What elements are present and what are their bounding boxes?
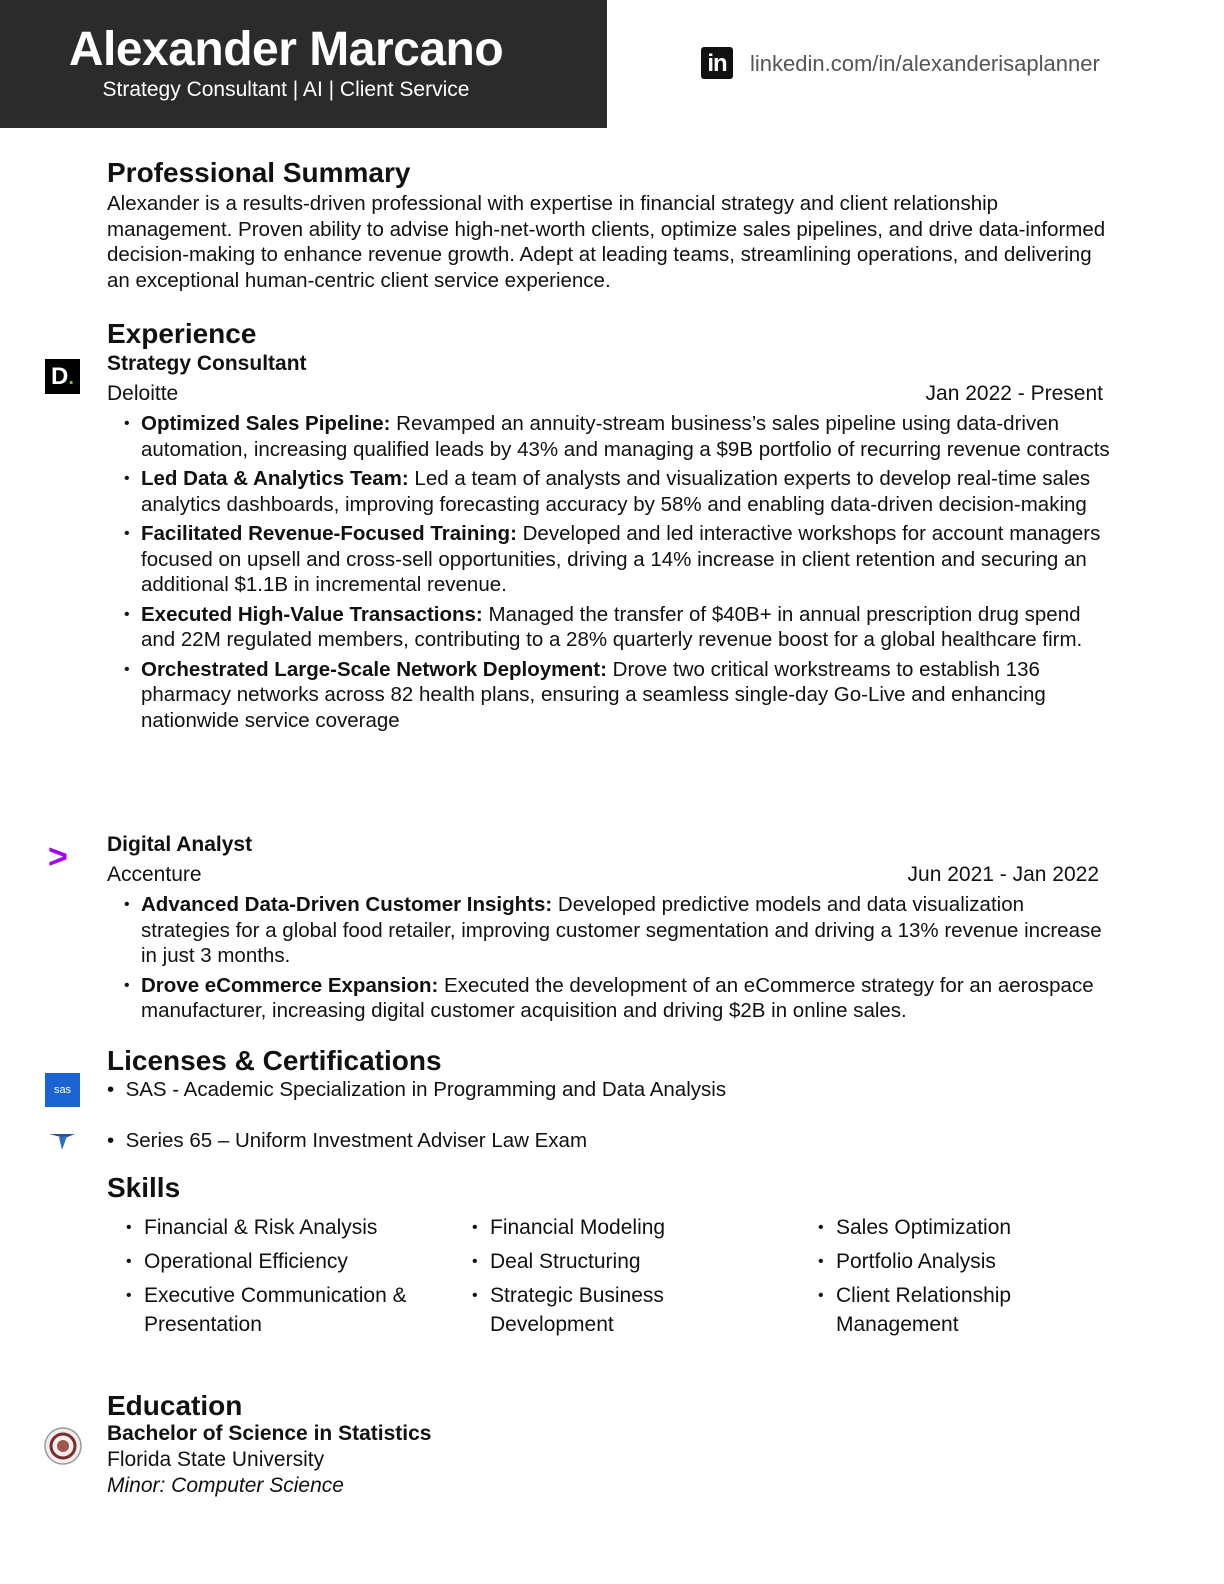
job-dates: Jan 2022 - Present: [925, 382, 1103, 405]
skills-column: [470, 1213, 720, 1344]
skills-column: [816, 1213, 1066, 1344]
job-role: Digital Analyst: [107, 833, 253, 856]
accenture-logo: >: [48, 838, 68, 876]
candidate-tagline: Strategy Consultant | AI | Client Service: [102, 78, 470, 101]
education-minor: Minor: Computer Science: [107, 1474, 344, 1497]
list-item: • Advanced Data-Driven Customer Insights: Developed predictive models and data visualization strategies for a global food retailer, improving customer segmentation and driving a 13% revenue increase in just 3 months.: [107, 892, 1107, 969]
summary-heading: Professional Summary: [107, 157, 411, 188]
skill-item: • Portfolio Analysis: [816, 1247, 1066, 1276]
skill-item: • Financial & Risk Analysis: [124, 1213, 424, 1242]
skill-item: • Operational Efficiency: [124, 1247, 424, 1276]
education-degree: Bachelor of Science in Statistics: [107, 1422, 432, 1445]
summary-text: Alexander is a results-driven professional with expertise in financial strategy and client relationship management. Proven ability to advise high-net-worth clients, optimize sales pipelines, and drive data-informed decision-making to enhance revenue growth. Adept at leading teams, streamlining operations, and delivering an exceptional human-centric client service experience.: [107, 192, 1106, 292]
skill-item: • Executive Communication & Presentation: [124, 1281, 424, 1339]
deloitte-logo: D.: [45, 359, 80, 394]
education-heading: Education: [107, 1390, 243, 1421]
linkedin-icon[interactable]: in: [701, 47, 733, 79]
skills-column: [124, 1213, 424, 1344]
university-seal-icon: [44, 1427, 82, 1465]
job-bullets: [107, 892, 1107, 1028]
certification-item: • Series 65 – Uniform Investment Adviser Law Exam: [107, 1129, 588, 1152]
list-item: • Executed High-Value Transactions: Managed the transfer of $40B+ in annual prescription drug spend and 22M regulated members, contributing to a 28% quarterly revenue boost for a global healthcare firm.: [107, 602, 1112, 653]
job-role: Strategy Consultant: [107, 352, 307, 375]
skills-heading: Skills: [107, 1172, 181, 1203]
job-company: Accenture: [107, 863, 202, 886]
linkedin-link[interactable]: linkedin.com/in/alexanderisaplanner: [750, 51, 1100, 76]
list-item: • Led Data & Analytics Team: Led a team of analysts and visualization experts to develop real-time sales analytics dashboards, improving forecasting accuracy by 58% and enabling data-driven decision-making: [107, 466, 1112, 517]
sas-logo: sas: [45, 1073, 80, 1107]
job-dates: Jun 2021 - Jan 2022: [907, 863, 1099, 886]
skill-item: • Sales Optimization: [816, 1213, 1066, 1242]
job-bullets: [107, 411, 1112, 737]
skill-item: • Financial Modeling: [470, 1213, 720, 1242]
skill-item: • Client Relationship Management: [816, 1281, 1066, 1339]
list-item: • Optimized Sales Pipeline: Revamped an annuity-stream business’s sales pipeline using data-driven automation, increasing qualified leads by 43% and managing a $9B portfolio of recurring revenue contracts: [107, 411, 1112, 462]
candidate-name: Alexander Marcano: [68, 23, 504, 76]
skill-item: • Strategic Business Development: [470, 1281, 720, 1339]
certification-item: • SAS - Academic Specialization in Programming and Data Analysis: [107, 1078, 727, 1101]
list-item: • Orchestrated Large-Scale Network Deployment: Drove two critical workstreams to establish 136 pharmacy networks across 82 health plans, ensuring a seamless single-day Go-Live and enhancing nationwide service coverage: [107, 657, 1112, 734]
certifications-heading: Licenses & Certifications: [107, 1045, 442, 1076]
list-item: • Drove eCommerce Expansion: Executed the development of an eCommerce strategy for an aerospace manufacturer, increasing digital customer acquisition and driving $2B in online sales.: [107, 973, 1107, 1024]
skill-item: • Deal Structuring: [470, 1247, 720, 1276]
finra-icon: [47, 1130, 77, 1152]
education-school: Florida State University: [107, 1448, 325, 1471]
list-item: • Facilitated Revenue-Focused Training: Developed and led interactive workshops for account managers focused on upsell and cross-sell opportunities, driving a 14% increase in client retention and securing an additional $1.1B in incremental revenue.: [107, 521, 1112, 598]
experience-heading: Experience: [107, 318, 257, 349]
job-company: Deloitte: [107, 382, 179, 405]
